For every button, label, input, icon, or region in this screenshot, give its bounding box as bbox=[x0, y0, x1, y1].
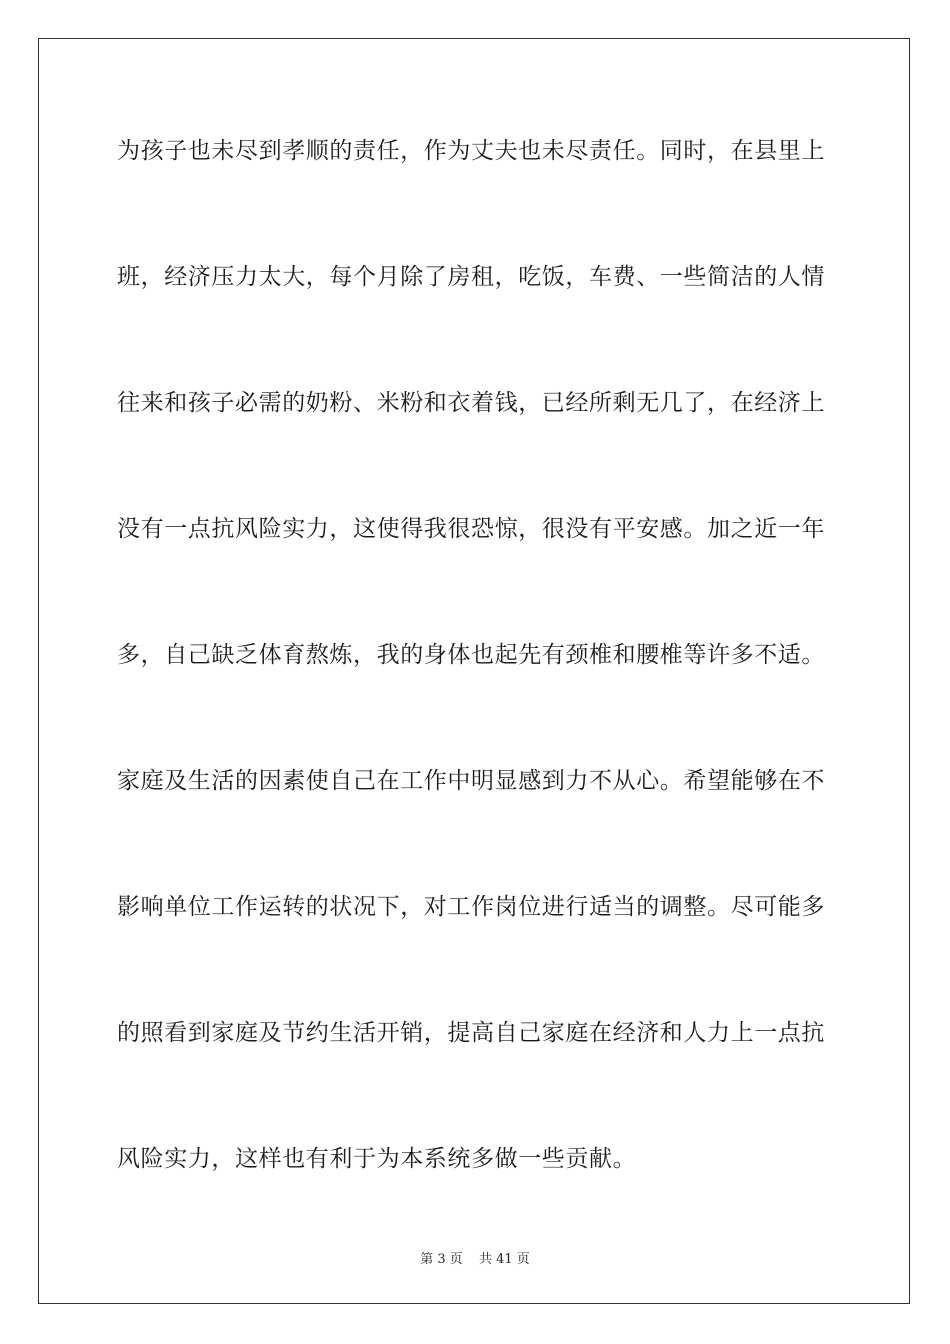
text-line: 为孩子也未尽到孝顺的责任，作为丈夫也未尽责任。同时，在县里上 bbox=[117, 138, 825, 164]
text-line: 班，经济压力太大，每个月除了房租，吃饭，车费、一些简洁的人情 bbox=[117, 264, 825, 290]
text-line: 影响单位工作运转的状况下，对工作岗位进行适当的调整。尽可能多 bbox=[117, 894, 825, 920]
page-total: 共 41 页 bbox=[478, 1252, 530, 1267]
text-line: 风险实力，这样也有利于为本系统多做一些贡献。 bbox=[117, 1146, 637, 1172]
text-line: 多，自己缺乏体育熬炼，我的身体也起先有颈椎和腰椎等许多不适。 bbox=[117, 642, 825, 668]
text-line: 家庭及生活的因素使自己在工作中明显感到力不从心。希望能够在不 bbox=[117, 768, 825, 794]
text-line: 的照看到家庭及节约生活开销，提高自己家庭在经济和人力上一点抗 bbox=[117, 1020, 825, 1046]
text-line: 往来和孩子必需的奶粉、米粉和衣着钱，已经所剩无几了，在经济上 bbox=[117, 390, 825, 416]
document-body bbox=[117, 118, 837, 1252]
page-number: 第 3 页 bbox=[420, 1252, 463, 1267]
text-line: 没有一点抗风险实力，这使得我很恐惊，很没有平安感。加之近一年 bbox=[117, 516, 825, 542]
page-footer bbox=[0, 1248, 950, 1267]
